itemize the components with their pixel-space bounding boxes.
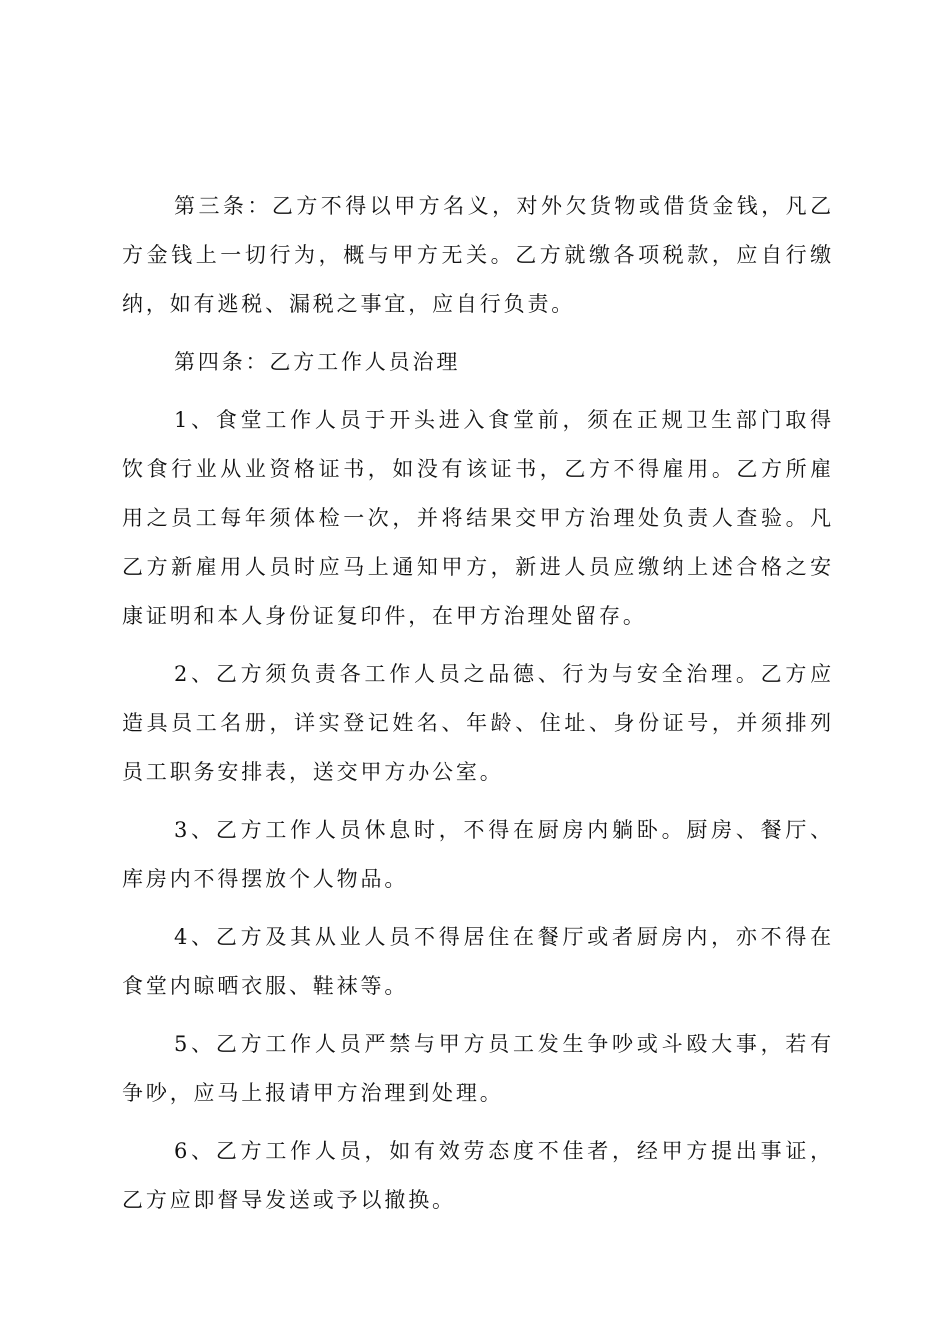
- paragraph-article-4-heading: 第四条：乙方工作人员治理: [174, 350, 461, 374]
- paragraph-item-4: 4、乙方及其从业人员不得居住在餐厅或者厨房内，亦不得在食堂内晾晒衣服、鞋袜等。: [122, 925, 834, 998]
- paragraph-article-3: 第三条：乙方不得以甲方名义，对外欠货物或借货金钱，凡乙方金钱上一切行为，概与甲方无关。乙方就缴各项税款，应自行缴纳，如有逃税、漏税之事宜，应自行负责。: [122, 194, 834, 316]
- paragraph-item-2: 2、乙方须负责各工作人员之品德、行为与安全治理。乙方应造具员工名册，详实登记姓名、年龄、住址、身份证号，并须排列员工职务安排表，送交甲方办公室。: [122, 662, 834, 784]
- paragraph-item-6: 6、乙方工作人员，如有效劳态度不佳者，经甲方提出事证，乙方应即督导发送或予以撤换。: [122, 1139, 834, 1212]
- paragraph-item-3: 3、乙方工作人员休息时，不得在厨房内躺卧。厨房、餐厅、库房内不得摆放个人物品。: [122, 818, 834, 891]
- document-body: [122, 182, 834, 1234]
- paragraph-item-5: 5、乙方工作人员严禁与甲方员工发生争吵或斗殴大事，若有争吵，应马上报请甲方治理到处理。: [122, 1032, 834, 1105]
- paragraph-item-1: 1、食堂工作人员于开头进入食堂前，须在正规卫生部门取得饮食行业从业资格证书，如没有该证书，乙方不得雇用。乙方所雇用之员工每年须体检一次，并将结果交甲方治理处负责人查验。凡乙方新雇用人员时应马上通知甲方，新进人员应缴纳上述合格之安康证明和本人身份证复印件，在甲方治理处留存。: [122, 408, 834, 628]
